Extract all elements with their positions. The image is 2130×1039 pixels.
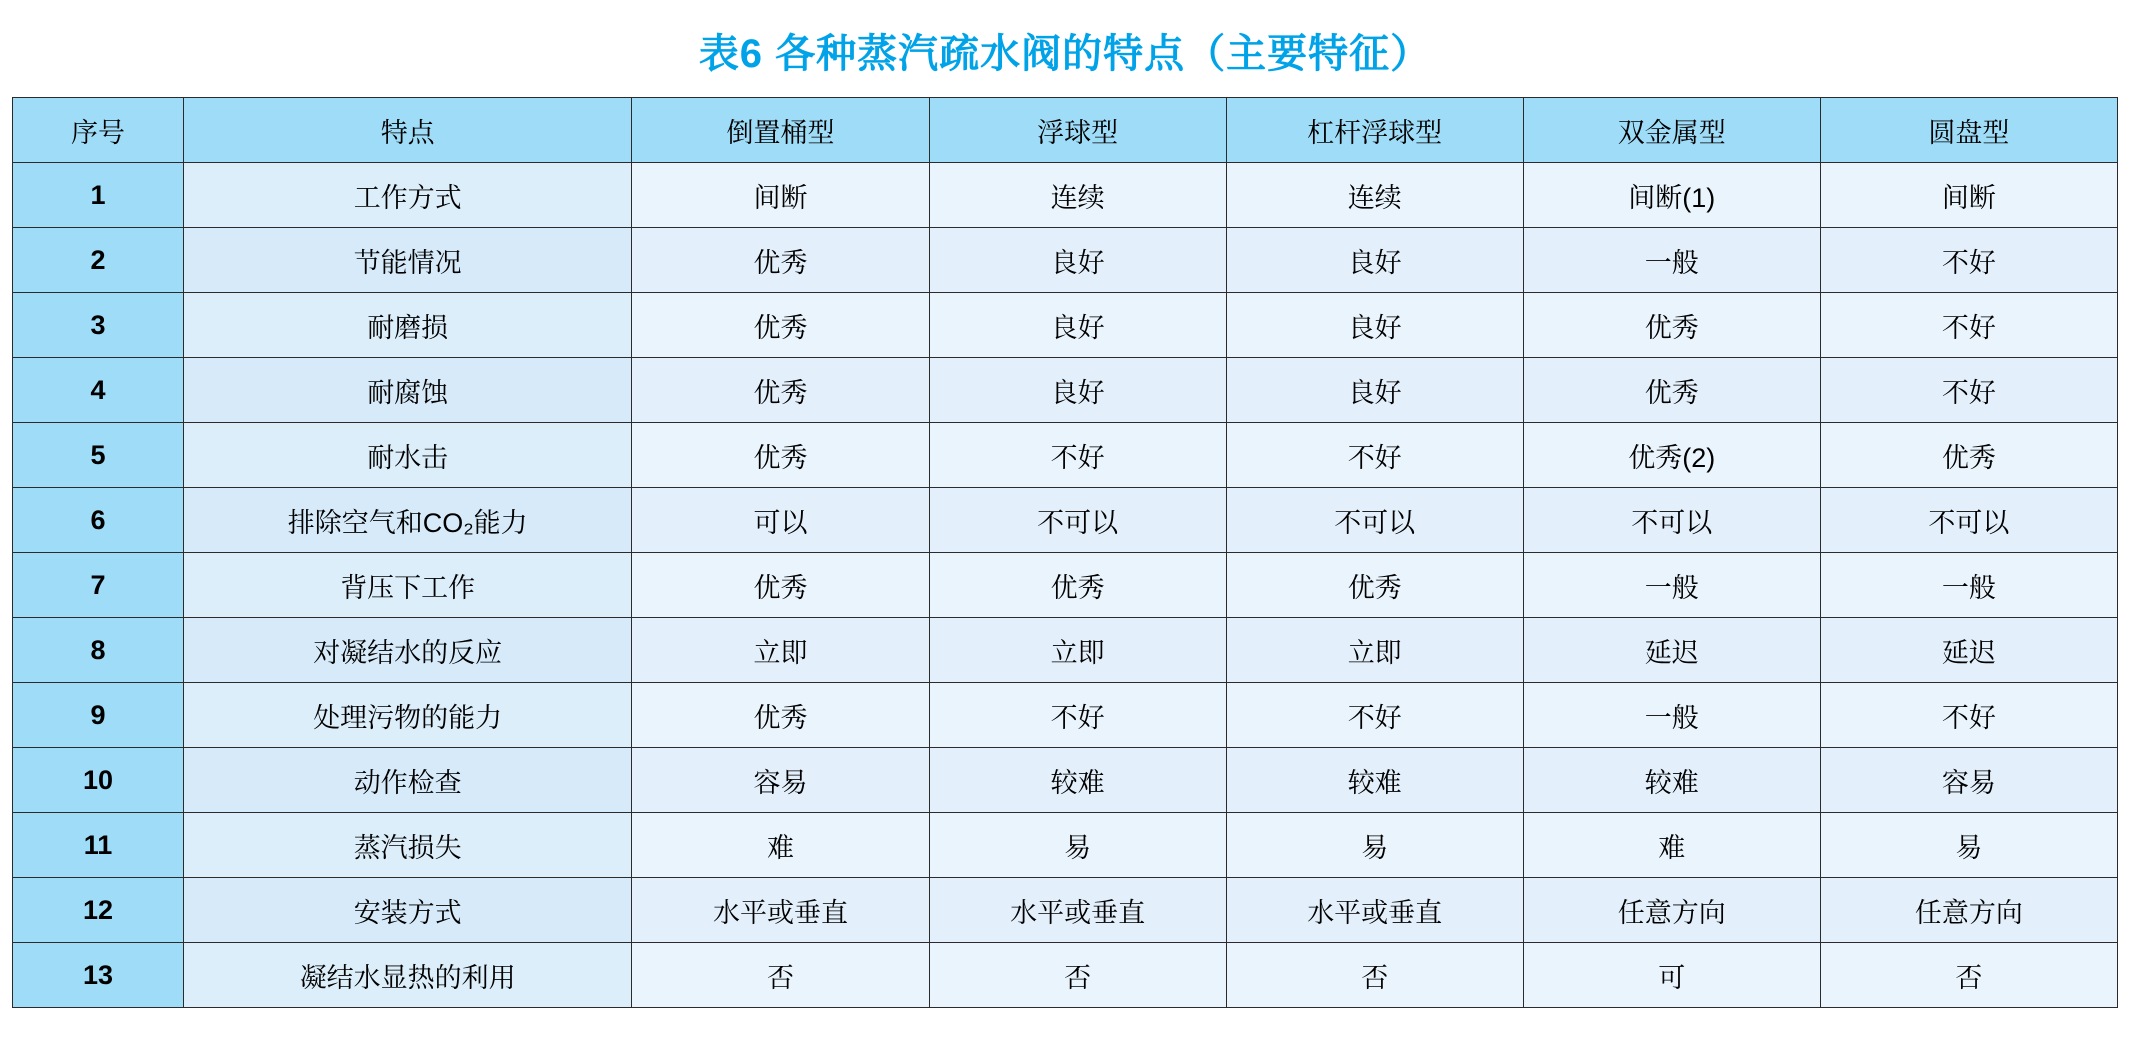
table-row	[13, 488, 2118, 553]
cell-disc: 容易	[1820, 748, 2117, 813]
cell-lever-float: 较难	[1226, 748, 1523, 813]
cell-lever-float: 良好	[1226, 358, 1523, 423]
row-index: 8	[13, 618, 184, 683]
table-row	[13, 878, 2118, 943]
row-feature: 蒸汽损失	[183, 813, 631, 878]
row-index: 11	[13, 813, 184, 878]
cell-disc: 不好	[1820, 683, 2117, 748]
row-feature: 安装方式	[183, 878, 631, 943]
cell-disc: 否	[1820, 943, 2117, 1008]
cell-inverted-bucket: 容易	[632, 748, 929, 813]
cell-lever-float: 否	[1226, 943, 1523, 1008]
cell-float: 不好	[929, 683, 1226, 748]
row-index: 2	[13, 228, 184, 293]
cell-float: 易	[929, 813, 1226, 878]
cell-inverted-bucket: 水平或垂直	[632, 878, 929, 943]
column-header-inverted-bucket: 倒置桶型	[632, 98, 929, 163]
table-row	[13, 163, 2118, 228]
cell-disc: 任意方向	[1820, 878, 2117, 943]
cell-inverted-bucket: 优秀	[632, 228, 929, 293]
cell-disc: 优秀	[1820, 423, 2117, 488]
cell-lever-float: 良好	[1226, 293, 1523, 358]
row-feature: 耐磨损	[183, 293, 631, 358]
cell-float: 不可以	[929, 488, 1226, 553]
cell-float: 连续	[929, 163, 1226, 228]
cell-inverted-bucket: 优秀	[632, 683, 929, 748]
cell-lever-float: 立即	[1226, 618, 1523, 683]
cell-float: 优秀	[929, 553, 1226, 618]
row-feature: 节能情况	[183, 228, 631, 293]
row-index: 12	[13, 878, 184, 943]
cell-bimetal: 较难	[1523, 748, 1820, 813]
cell-inverted-bucket: 优秀	[632, 358, 929, 423]
cell-float: 否	[929, 943, 1226, 1008]
cell-lever-float: 良好	[1226, 228, 1523, 293]
table-row	[13, 228, 2118, 293]
cell-float: 良好	[929, 228, 1226, 293]
cell-float: 立即	[929, 618, 1226, 683]
cell-bimetal: 任意方向	[1523, 878, 1820, 943]
column-header-float: 浮球型	[929, 98, 1226, 163]
cell-float: 水平或垂直	[929, 878, 1226, 943]
cell-lever-float: 优秀	[1226, 553, 1523, 618]
table-row	[13, 423, 2118, 488]
row-index: 9	[13, 683, 184, 748]
cell-inverted-bucket: 优秀	[632, 553, 929, 618]
column-header-bimetal: 双金属型	[1523, 98, 1820, 163]
cell-lever-float: 不好	[1226, 683, 1523, 748]
row-feature: 排除空气和CO₂能力	[183, 488, 631, 553]
cell-lever-float: 连续	[1226, 163, 1523, 228]
column-header-disc: 圆盘型	[1820, 98, 2117, 163]
cell-lever-float: 不可以	[1226, 488, 1523, 553]
table-row	[13, 358, 2118, 423]
page-title: 表6 各种蒸汽疏水阀的特点（主要特征）	[698, 32, 1432, 76]
cell-inverted-bucket: 优秀	[632, 423, 929, 488]
cell-disc: 易	[1820, 813, 2117, 878]
cell-inverted-bucket: 立即	[632, 618, 929, 683]
cell-disc: 延迟	[1820, 618, 2117, 683]
table-row	[13, 683, 2118, 748]
table-row	[13, 813, 2118, 878]
cell-inverted-bucket: 优秀	[632, 293, 929, 358]
row-feature: 耐水击	[183, 423, 631, 488]
cell-bimetal: 一般	[1523, 683, 1820, 748]
column-header-index: 序号	[13, 98, 184, 163]
cell-bimetal: 优秀(2)	[1523, 423, 1820, 488]
row-feature: 背压下工作	[183, 553, 631, 618]
cell-disc: 一般	[1820, 553, 2117, 618]
cell-disc: 间断	[1820, 163, 2117, 228]
cell-lever-float: 易	[1226, 813, 1523, 878]
row-index: 10	[13, 748, 184, 813]
table-row	[13, 748, 2118, 813]
row-index: 7	[13, 553, 184, 618]
cell-inverted-bucket: 难	[632, 813, 929, 878]
cell-bimetal: 间断(1)	[1523, 163, 1820, 228]
cell-disc: 不好	[1820, 228, 2117, 293]
row-index: 1	[13, 163, 184, 228]
table-row	[13, 618, 2118, 683]
cell-bimetal: 延迟	[1523, 618, 1820, 683]
row-feature: 动作检查	[183, 748, 631, 813]
cell-bimetal: 优秀	[1523, 293, 1820, 358]
cell-bimetal: 难	[1523, 813, 1820, 878]
cell-disc: 不好	[1820, 358, 2117, 423]
cell-bimetal: 优秀	[1523, 358, 1820, 423]
cell-inverted-bucket: 间断	[632, 163, 929, 228]
table-header-row	[13, 98, 2118, 163]
cell-inverted-bucket: 否	[632, 943, 929, 1008]
row-feature: 工作方式	[183, 163, 631, 228]
row-feature: 耐腐蚀	[183, 358, 631, 423]
table-body	[13, 163, 2118, 1008]
table-row	[13, 293, 2118, 358]
cell-float: 良好	[929, 358, 1226, 423]
table-row	[13, 553, 2118, 618]
row-index: 5	[13, 423, 184, 488]
row-feature: 处理污物的能力	[183, 683, 631, 748]
row-index: 13	[13, 943, 184, 1008]
cell-inverted-bucket: 可以	[632, 488, 929, 553]
column-header-feature: 特点	[183, 98, 631, 163]
row-feature: 凝结水显热的利用	[183, 943, 631, 1008]
cell-bimetal: 一般	[1523, 553, 1820, 618]
cell-float: 较难	[929, 748, 1226, 813]
row-index: 4	[13, 358, 184, 423]
cell-float: 良好	[929, 293, 1226, 358]
cell-bimetal: 不可以	[1523, 488, 1820, 553]
table-row	[13, 943, 2118, 1008]
table-header	[13, 98, 2118, 163]
row-feature: 对凝结水的反应	[183, 618, 631, 683]
cell-lever-float: 不好	[1226, 423, 1523, 488]
cell-float: 不好	[929, 423, 1226, 488]
cell-disc: 不好	[1820, 293, 2117, 358]
cell-bimetal: 可	[1523, 943, 1820, 1008]
steam-trap-feature-table	[12, 97, 2118, 1008]
cell-lever-float: 水平或垂直	[1226, 878, 1523, 943]
cell-bimetal: 一般	[1523, 228, 1820, 293]
column-header-lever-float: 杠杆浮球型	[1226, 98, 1523, 163]
cell-disc: 不可以	[1820, 488, 2117, 553]
row-index: 3	[13, 293, 184, 358]
row-index: 6	[13, 488, 184, 553]
